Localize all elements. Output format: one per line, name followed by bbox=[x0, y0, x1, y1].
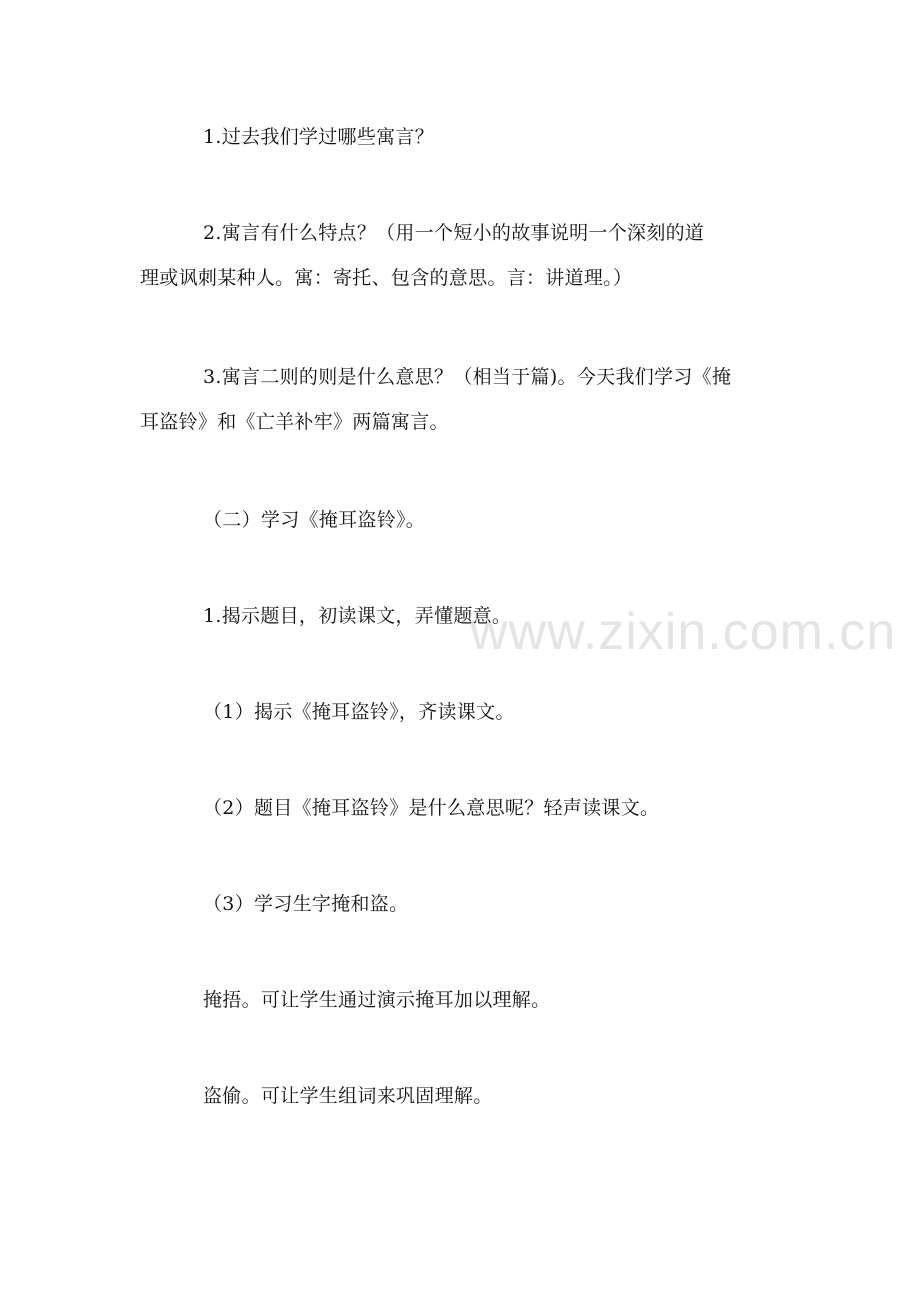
watermark: www.zixin.com.cn bbox=[470, 603, 897, 661]
paragraph-9 bbox=[203, 978, 550, 1023]
paragraph-7 bbox=[203, 786, 659, 831]
paragraph-line: （3）学习生字掩和盗。 bbox=[203, 893, 409, 915]
paragraph-2 bbox=[140, 211, 704, 301]
paragraph-6 bbox=[203, 690, 515, 735]
paragraph-line: （1）揭示《掩耳盗铃》，齐读课文。 bbox=[203, 701, 515, 723]
paragraph-1 bbox=[203, 115, 434, 160]
paragraph-line: 掩捂。可让学生通过演示掩耳加以理解。 bbox=[203, 989, 551, 1011]
paragraph-line: 理或讽刺某种人。寓：寄托、包含的意思。言：讲道理。） bbox=[140, 267, 633, 289]
paragraph-line: 1.过去我们学过哪些寓言？ bbox=[203, 126, 435, 148]
paragraph-line: 盗偷。可让学生组词来巩固理解。 bbox=[203, 1085, 493, 1107]
paragraph-line: 3.寓言二则的则是什么意思？（相当于篇)。今天我们学习《掩 bbox=[203, 366, 732, 388]
paragraph-line: 耳盗铃》和《亡羊补牢》两篇寓言。 bbox=[140, 411, 449, 433]
paragraph-10 bbox=[203, 1074, 493, 1119]
paragraph-line: 1.揭示题目，初读课文，弄懂题意。 bbox=[203, 605, 512, 627]
paragraph-8 bbox=[203, 882, 408, 927]
paragraph-line: （2）题目《掩耳盗铃》是什么意思呢？轻声读课文。 bbox=[203, 797, 660, 819]
paragraph-5 bbox=[203, 594, 511, 639]
paragraph-line: 2.寓言有什么特点？（用一个短小的故事说明一个深刻的道 bbox=[203, 222, 705, 244]
paragraph-3 bbox=[140, 355, 731, 445]
section-heading bbox=[203, 498, 425, 543]
paragraph-line: （二）学习《掩耳盗铃》。 bbox=[203, 509, 426, 531]
